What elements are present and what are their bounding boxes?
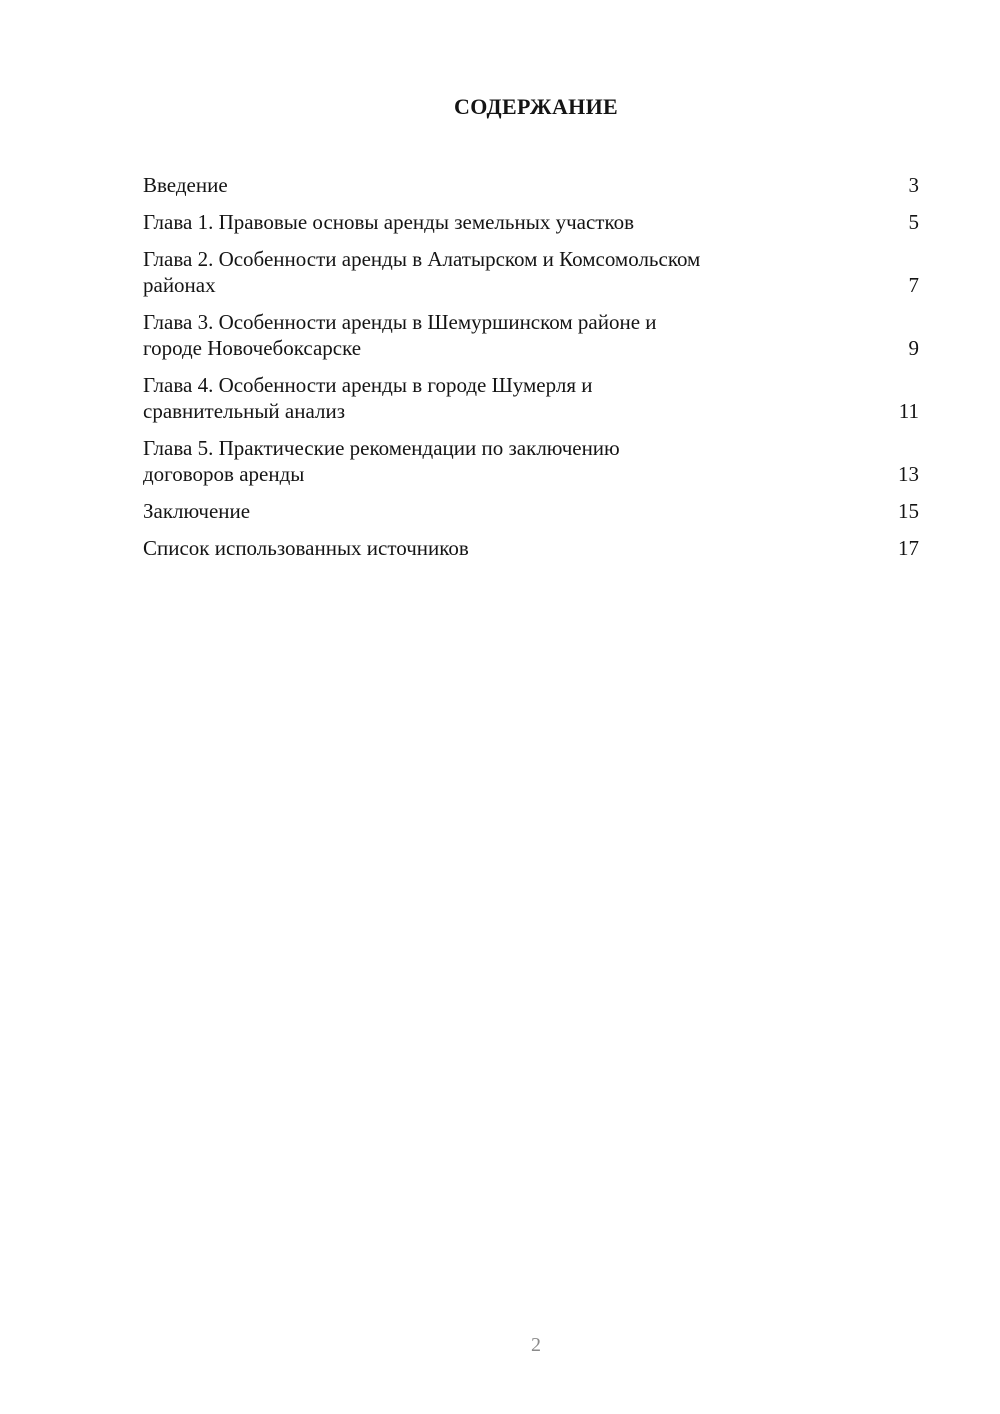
- toc-entry-introduction: [143, 172, 919, 198]
- toc-entry-title: Глава 4. Особенности аренды в городе Шумерля и сравнительный анализ: [143, 373, 593, 423]
- page-number: 2: [531, 1334, 541, 1356]
- toc-entry-conclusion: [143, 498, 919, 524]
- toc-entry-page: 3: [908, 173, 919, 197]
- toc-entry-page: 7: [908, 273, 919, 297]
- toc-entry-page: 5: [908, 210, 919, 234]
- toc-entry-chapter-1: [143, 209, 919, 235]
- toc-entry-title: Глава 1. Правовые основы аренды земельных участков: [143, 210, 635, 234]
- toc-entry-title: Введение: [143, 173, 228, 197]
- toc-entry-page: 11: [898, 399, 919, 423]
- table-of-contents: [143, 172, 919, 572]
- toc-entry-title: Глава 2. Особенности аренды в Алатырском и Комсомольском районах: [143, 247, 701, 297]
- toc-entry-page: 13: [898, 462, 919, 486]
- toc-entry-chapter-2: [143, 246, 919, 298]
- toc-entry-chapter-3: [143, 309, 919, 361]
- toc-entry-title: Заключение: [143, 499, 251, 523]
- page-title: СОДЕРЖАНИЕ: [454, 94, 618, 119]
- toc-entry-title: Глава 3. Особенности аренды в Шемуршинском районе и городе Новочебоксарске: [143, 310, 657, 360]
- toc-entry-page: 15: [898, 499, 919, 523]
- toc-entry-chapter-5: [143, 435, 919, 487]
- toc-entry-chapter-4: [143, 372, 919, 424]
- toc-entry-title: Список использованных источников: [143, 536, 469, 560]
- toc-entry-references: [143, 535, 919, 561]
- toc-entry-title: Глава 5. Практические рекомендации по заключению договоров аренды: [143, 436, 620, 486]
- toc-entry-page: 17: [898, 536, 919, 560]
- toc-entry-page: 9: [908, 336, 919, 360]
